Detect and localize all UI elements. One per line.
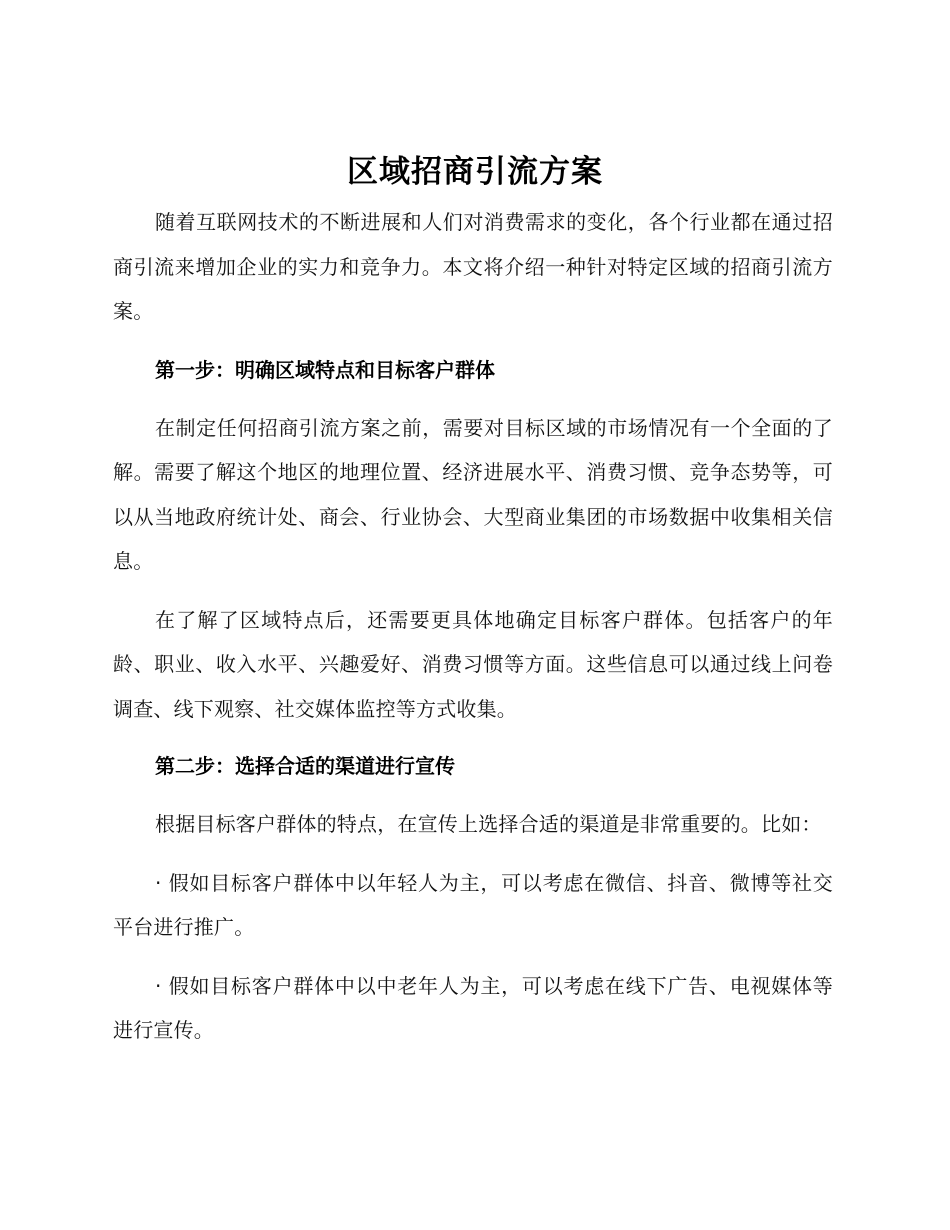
step2-paragraph-1: 根据目标客户群体的特点，在宣传上选择合适的渠道是非常重要的。比如：: [155, 812, 822, 836]
spacer: [113, 584, 833, 598]
document-body: [113, 200, 833, 1053]
spacer: [113, 847, 833, 861]
step1-paragraph-2: 在了解了区域特点后，还需要更具体地确定目标客户群体。包括客户的年龄、职业、收入水平、兴趣爱好、消费习惯等方面。这些信息可以通过线上问卷调查、线下观察、社交媒体监控等方式收集。: [113, 607, 833, 721]
bullet-item-2: · 假如目标客户群体中以中老年人为主，可以考虑在线下广告、电视媒体等进行宣传。: [113, 973, 833, 1042]
spacer: [113, 950, 833, 964]
spacer: [113, 788, 833, 802]
spacer: [113, 731, 833, 744]
intro-paragraph: 随着互联网技术的不断进展和人们对消费需求的变化，各个行业都在通过招商引流来增加企业的实力和竞争力。本文将介绍一种针对特定区域的招商引流方案。: [113, 210, 833, 323]
step1-heading: 第一步：明确区域特点和目标客户群体: [155, 357, 495, 382]
bullet-item-1: · 假如目标客户群体中以年轻人为主，可以考虑在微信、抖音、微博等社交平台进行推广。: [113, 870, 833, 939]
spacer: [113, 334, 833, 348]
spacer: [113, 392, 833, 406]
document-title: 区域招商引流方案: [347, 154, 603, 190]
step1-paragraph-1: 在制定任何招商引流方案之前，需要对目标区域的市场情况有一个全面的了解。需要了解这个地区的地理位置、经济进展水平、消费习惯、竞争态势等，可以从当地政府统计处、商会、行业协会、大型商业集团的市场数据中收集相关信息。: [113, 415, 833, 573]
step2-heading: 第二步：选择合适的渠道进行宣传: [155, 754, 455, 778]
